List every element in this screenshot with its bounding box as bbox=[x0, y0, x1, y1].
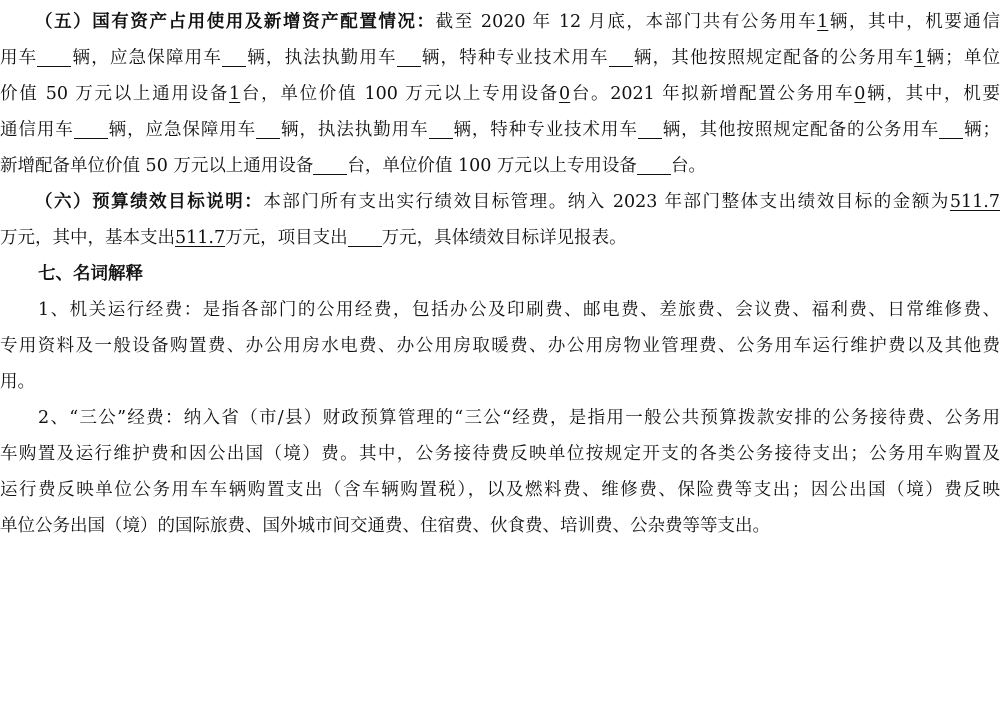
section5-text: 台。2021 年拟新增配置公务用车 bbox=[570, 84, 855, 104]
blank-field bbox=[939, 116, 963, 139]
blank-field bbox=[222, 44, 246, 67]
total-amount-value: 511.7 bbox=[949, 192, 1000, 212]
section5-text: 辆； bbox=[963, 120, 1000, 140]
section5-text: 辆，其他按照规定配备的公务用车 bbox=[661, 120, 940, 140]
term2-line-2: 车购置及运行维护费和因公出国（境）费。其中，公务接待费反映单位按规定开支的各类公务接待支出；公务用车购置及 bbox=[0, 444, 1000, 464]
blank-field bbox=[397, 44, 421, 67]
section6-line-1 bbox=[35, 184, 1000, 220]
section5-text: 辆，其他按照规定配备的公务用车 bbox=[632, 48, 915, 68]
section5-text: 辆，其中，机要通信 bbox=[828, 12, 1000, 32]
section5-text: 截至 2020 年 12 月底，本部门共有公务用车 bbox=[435, 12, 818, 32]
section5-text: 台，单位价值 100 万元以上专用设备 bbox=[240, 84, 559, 104]
blank-field bbox=[256, 116, 280, 139]
section7-heading: 七、名词解释 bbox=[38, 264, 143, 284]
section5-line-5 bbox=[0, 148, 1000, 184]
new-cars-value: 0 bbox=[854, 84, 866, 104]
section5-line-1 bbox=[35, 4, 1000, 40]
other-cars-value: 1 bbox=[914, 48, 926, 68]
section6-text: 万元，具体绩效目标详见报表。 bbox=[381, 228, 627, 248]
section5-text: 辆，执法执勤用车 bbox=[246, 48, 397, 68]
section5-text: 台。 bbox=[670, 156, 706, 176]
section5-text: 台，单位价值 100 万元以上专用设备 bbox=[347, 156, 637, 176]
term1-line-3: 用。 bbox=[0, 372, 35, 392]
section5-text: 通信用车 bbox=[0, 120, 74, 140]
section5-text: 辆，其中，机要 bbox=[865, 84, 1000, 104]
section6-text: 本部门所有支出实行绩效目标管理。纳入 2023 年部门整体支出绩效目标的金额为 bbox=[263, 192, 950, 212]
section5-line-2 bbox=[0, 40, 1000, 76]
section6-text: 万元，项目支出 bbox=[225, 228, 348, 248]
section5-line-4 bbox=[0, 112, 1000, 148]
blank-field bbox=[609, 44, 633, 67]
special-equipment-value: 0 bbox=[558, 84, 571, 104]
term2-line-4: 单位公务出国（境）的国际旅费、国外城市间交通费、住宿费、伙食费、培训费、公杂费等等支出。 bbox=[0, 516, 770, 536]
blank-field bbox=[638, 116, 662, 139]
blank-field bbox=[74, 116, 108, 139]
section5-heading: （五）国有资产占用使用及新增资产配置情况： bbox=[35, 12, 436, 32]
term1-line-1: 1、机关运行经费：是指各部门的公用经费，包括办公及印刷费、邮电费、差旅费、会议费、福利费、日常维修费、 bbox=[38, 300, 1000, 320]
section6-line-2 bbox=[0, 220, 1000, 256]
section5-text: 价值 50 万元以上通用设备 bbox=[0, 84, 230, 104]
section5-text: 新增配备单位价值 50 万元以上通用设备 bbox=[0, 156, 314, 176]
total-cars-value: 1 bbox=[817, 12, 829, 32]
section5-text: 辆，应急保障用车 bbox=[71, 48, 223, 68]
blank-field bbox=[313, 152, 347, 175]
term2-line-1: 2、“三公”经费：纳入省（市/县）财政预算管理的“三公“经费，是指用一般公共预算拨款安排的公务接待费、公务用 bbox=[38, 408, 1000, 428]
section5-text: 用车 bbox=[0, 48, 38, 68]
basic-expense-value: 511.7 bbox=[175, 228, 226, 248]
section6-text: 万元，其中，基本支出 bbox=[0, 228, 175, 248]
blank-field bbox=[637, 152, 671, 175]
section5-text: 辆，应急保障用车 bbox=[107, 120, 257, 140]
term2-line-3: 运行费反映单位公务用车车辆购置支出（含车辆购置税），以及燃料费、维修费、保险费等支出；因公出国（境）费反映 bbox=[0, 480, 1000, 500]
term1-line-2: 专用资料及一般设备购置费、办公用房水电费、办公用房取暖费、办公用房物业管理费、公务用车运行维护费以及其他费 bbox=[0, 336, 1000, 356]
blank-field bbox=[429, 116, 453, 139]
section5-text: 辆，特种专业技术用车 bbox=[452, 120, 638, 140]
section6-heading: （六）预算绩效目标说明： bbox=[35, 192, 264, 212]
section5-text: 辆；单位 bbox=[925, 48, 1000, 68]
section5-text: 辆，执法执勤用车 bbox=[280, 120, 429, 140]
general-equipment-value: 1 bbox=[229, 84, 241, 104]
blank-field bbox=[37, 44, 71, 67]
section5-text: 辆，特种专业技术用车 bbox=[420, 48, 609, 68]
blank-field bbox=[348, 224, 382, 247]
section5-line-3 bbox=[0, 76, 1000, 112]
